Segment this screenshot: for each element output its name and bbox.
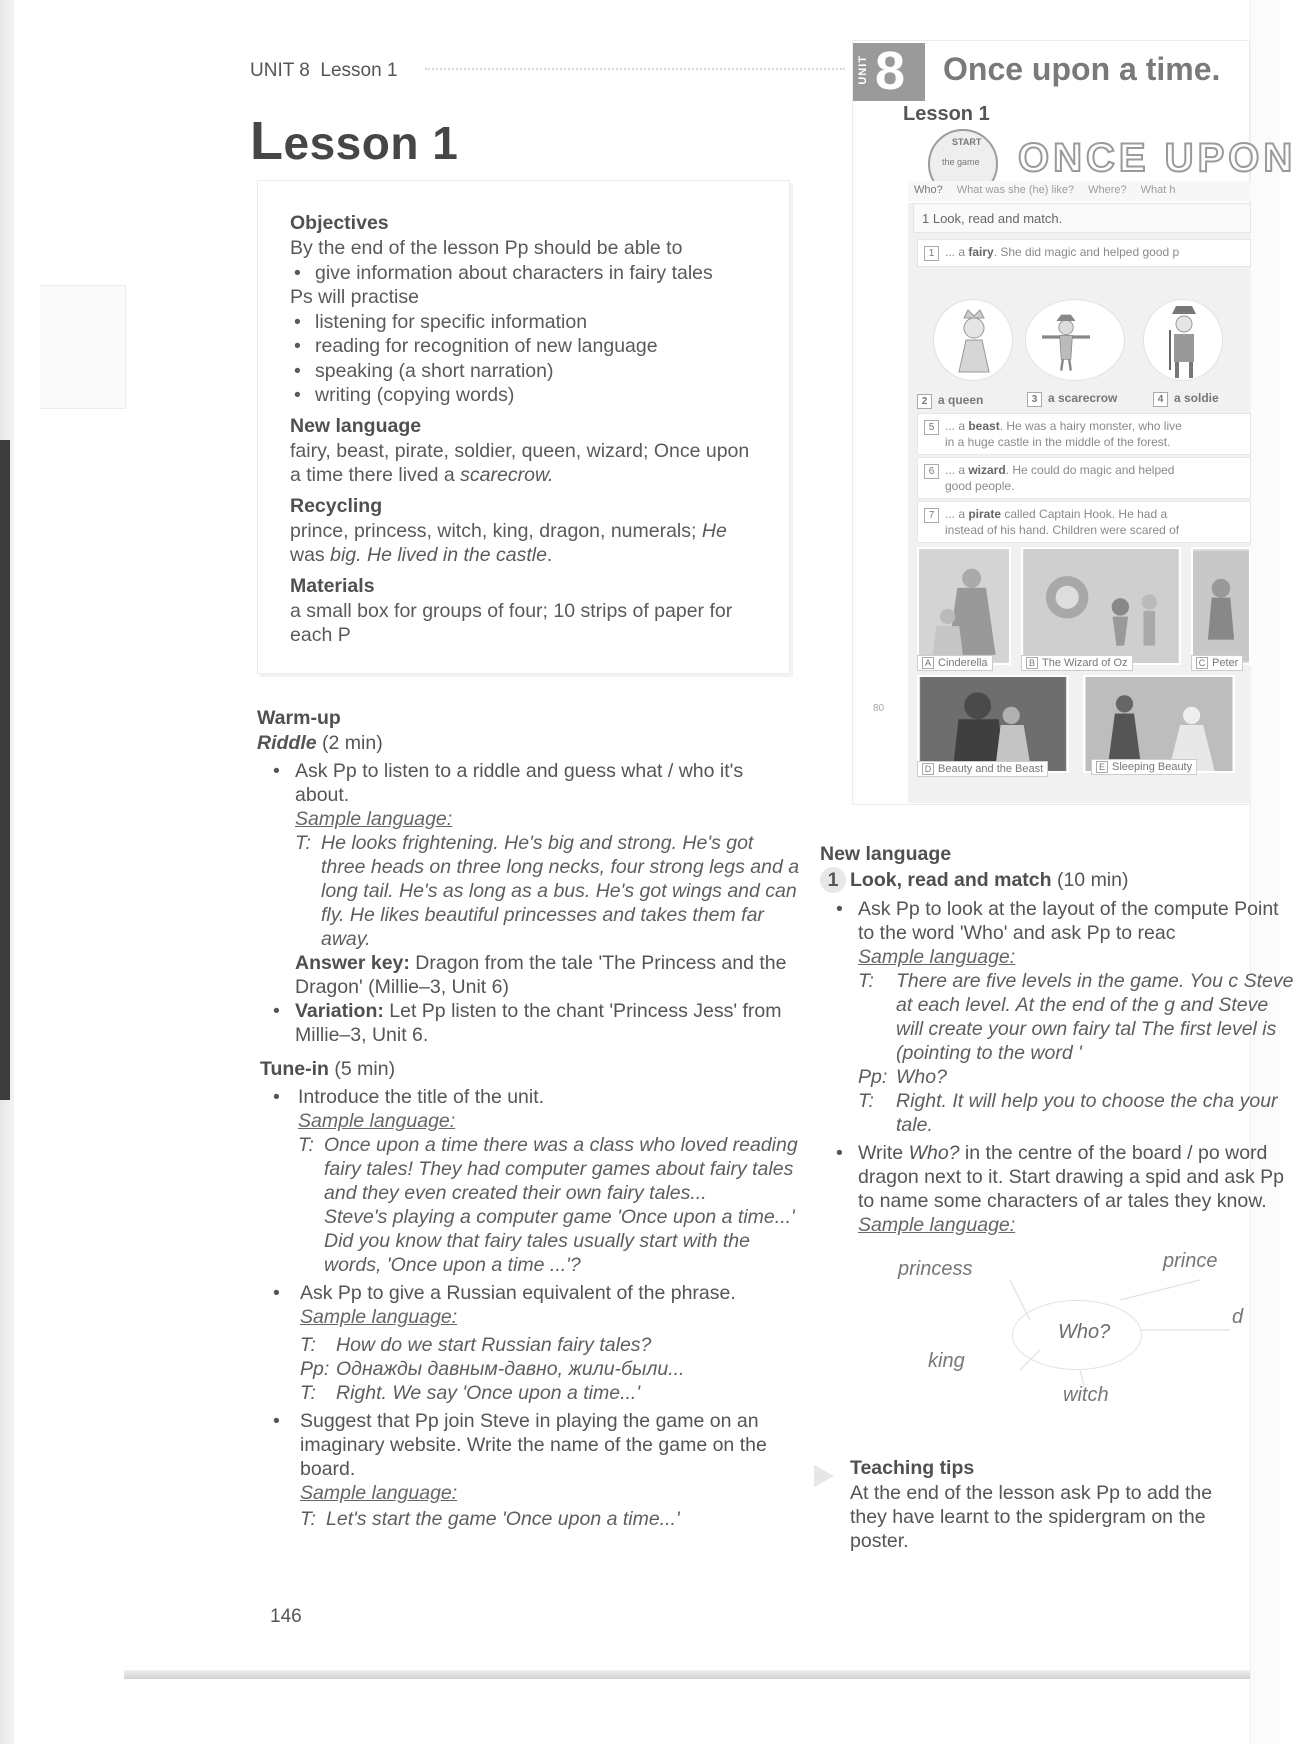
practise-bullet: • listening for specific information [290, 310, 757, 335]
page-number: 146 [270, 1606, 302, 1627]
item-number: 3 [1027, 392, 1042, 407]
recycling-heading: Recycling [290, 494, 383, 517]
wizard-of-oz-picture [1021, 547, 1181, 665]
variation-text: Let Pp listen to the chant 'Princess Jess' from Millie–3, Unit 6. [295, 1000, 782, 1046]
tunein-heading-line [257, 1057, 802, 1081]
choice-text: a scarecrow [1048, 391, 1118, 405]
sample-language-label: Sample language: [858, 946, 1016, 968]
exercise-title: Look, read and match [850, 869, 1052, 891]
the-game-label: the game [942, 157, 980, 167]
recycling-italic: He lived [361, 544, 438, 566]
tips-arrow-icon [814, 1465, 834, 1487]
speaker-text: Let's start the game 'Once upon a time...' [326, 1508, 680, 1530]
coursebook-page [852, 40, 1297, 805]
scarecrow-illustration [1025, 299, 1125, 381]
practise-bullet: • speaking (a short narration) [290, 359, 757, 384]
teaching-tips [850, 1456, 1250, 1553]
practise-intro: Ps will practise [290, 286, 419, 308]
match-row [917, 413, 1251, 455]
spidergram-word: princess [898, 1258, 973, 1280]
level-tab: What was she (he) like? [956, 184, 1075, 196]
queen-illustration [933, 299, 1013, 381]
unit-badge [853, 43, 925, 101]
speaker-text: There are five levels in the game. You c Steve at each level. At the end of the g and Steve will create your own fairy tal The first level is (pointing to the word ' [896, 970, 1294, 1064]
unit-number: 8 [875, 41, 906, 101]
row-text: good people. [945, 479, 1015, 493]
exercise-time: (10 min) [1051, 869, 1129, 891]
recycling-italic: He [701, 519, 727, 542]
exercise-heading: 1 Look, read and match. [913, 203, 1251, 233]
dialogue-line [257, 1357, 802, 1381]
choice-label [1153, 391, 1219, 407]
unit-title: Once upon a time. [943, 51, 1221, 87]
spidergram-word: prince [1163, 1250, 1218, 1272]
objectives-intro: By the end of the lesson Pp should be able to [290, 237, 683, 259]
new-language-text [290, 439, 757, 488]
caption-text: The Wizard of Oz [1042, 657, 1128, 669]
row-text: ... a [945, 463, 969, 477]
row-keyword: pirate [968, 507, 1002, 521]
choice-label [917, 393, 983, 409]
dialogue-line [257, 1333, 802, 1357]
match-row [917, 239, 1251, 267]
bullet-text: Write [858, 1142, 909, 1164]
coursebook-page-number: 80 [873, 703, 885, 714]
new-language-section-heading: New language [820, 843, 952, 865]
speaker-text: Once upon a time there was a class who loved reading fairy tales! They had computer games about fairy tales and they even created their own fairy tales... [324, 1134, 798, 1204]
new-language-words: fairy, beast, pirate, soldier, queen, wizard; Once upon a time there lived a [290, 439, 750, 486]
sample-language-label: Sample language: [300, 1306, 458, 1328]
warmup-section [257, 706, 802, 1531]
objectives-heading: Objectives [290, 212, 389, 234]
speaker-text: He looks frightening. He's big and strong. He's got three heads on three long necks, four strong legs and a long tail. He's as long as a bus. He's got wings and can fly. He likes beautiful princesses and takes them far away. [321, 832, 800, 950]
dialogue-line [820, 969, 1300, 1065]
speaker-text: Right. We say 'Once upon a time...' [336, 1382, 641, 1404]
dialogue-line [257, 1381, 802, 1405]
speaker-text: Steve's playing a computer game 'Once upon a time...' Did you know that fairy tales usually start with the words, 'Once upon a time ...'? [324, 1206, 795, 1276]
speaker-label: T: [300, 1334, 316, 1356]
item-number: 4 [1153, 392, 1168, 407]
new-language-bullet: • Ask Pp to look at the layout of the compute Point to the word 'Who' and ask Pp to reac [820, 897, 1300, 945]
teacher-line [257, 831, 802, 951]
practise-bullet: • writing (copying words) [290, 383, 757, 408]
choice-text: a queen [938, 393, 984, 407]
lesson-title [250, 110, 458, 172]
row-text: ... a [945, 245, 969, 259]
objectives-bullet: • give information about characters in fairy tales [290, 261, 757, 286]
speaker-label: T: [298, 1134, 314, 1156]
start-label: START [952, 137, 982, 147]
row-text: ... a [945, 419, 969, 433]
row-text: . She did magic and helped good p [993, 245, 1180, 259]
choice-label [1027, 391, 1117, 407]
caption-letter: E [1096, 761, 1108, 773]
speaker-label: T: [858, 1090, 874, 1112]
teacher-line-continued [257, 1205, 802, 1277]
header-dotted-rule [425, 68, 845, 70]
scan-page-tab [40, 285, 126, 409]
item-number: 7 [924, 508, 939, 523]
level-tab: Who? [914, 184, 943, 196]
row-keyword: fairy [968, 245, 994, 259]
picture-caption [1091, 759, 1197, 775]
row-text: ... a [945, 507, 969, 521]
exercise-number: 1 [820, 867, 846, 893]
scan-right-edge [1250, 0, 1280, 1744]
bullet-italic: Who? [908, 1142, 960, 1164]
caption-text: Cinderella [938, 657, 988, 669]
item-number: 5 [924, 420, 939, 435]
tunein-bullet: • Ask Pp to give a Russian equivalent of the phrase. [257, 1281, 802, 1305]
materials-heading: Materials [290, 574, 375, 597]
scan-binding-shadow [0, 440, 10, 1100]
variation-label: Variation: [295, 1000, 384, 1022]
game-title: ONCE UPON [1018, 136, 1297, 180]
caption-text: Sleeping Beauty [1112, 761, 1193, 773]
row-text: called Captain Hook. He had a [1001, 507, 1168, 521]
variation-bullet [257, 999, 802, 1047]
sample-language-label: Sample language: [858, 1214, 1016, 1236]
speaker-label: T: [295, 832, 311, 854]
new-language-heading: New language [290, 414, 422, 437]
beauty-and-beast-picture [917, 675, 1069, 773]
new-language-italic: scarecrow. [460, 464, 554, 486]
teaching-tips-heading: Teaching tips [850, 1457, 975, 1479]
level-tab: What h [1140, 184, 1176, 196]
tunein-time: (5 min) [328, 1058, 396, 1080]
dialogue-line [820, 1089, 1300, 1137]
riddle-label: Riddle [257, 732, 317, 754]
caption-text: Peter [1212, 657, 1239, 669]
item-number: 6 [924, 464, 939, 479]
caption-letter: C [1196, 657, 1208, 669]
objectives-box [257, 180, 790, 674]
recycling-words: was [290, 544, 331, 566]
caption-text: Beauty and the Beast [938, 763, 1044, 775]
materials-text: a small box for groups of four; 10 strips of paper for each P [290, 599, 733, 646]
speaker-label: T: [300, 1382, 316, 1404]
recycling-words: . [546, 544, 553, 566]
row-text: . He was a hairy monster, who live [999, 419, 1182, 433]
recycling-italic: big. [330, 544, 362, 566]
coursebook-lesson: Lesson 1 [903, 103, 990, 125]
lesson-title-initial: L [250, 111, 284, 171]
tunein-bullet: • Introduce the title of the unit. [257, 1085, 802, 1109]
choice-text: a soldie [1174, 391, 1219, 405]
speaker-text: Who? [896, 1066, 947, 1088]
warmup-heading: Warm-up [257, 707, 341, 729]
row-keyword: wizard [968, 463, 1006, 477]
picture-caption [917, 655, 993, 671]
teacher-line [257, 1133, 802, 1205]
spidergram-word: d [1232, 1306, 1244, 1328]
answer-key-text: Dragon from the tale 'The Princess and the Dragon' (Millie–3, Unit 6) [295, 952, 787, 998]
picture-caption [1021, 655, 1133, 671]
riddle-time: (2 min) [316, 732, 383, 754]
row-text: . He could do magic and helped [1005, 463, 1175, 477]
speaker-spacer [298, 1205, 324, 1277]
sample-language-label: Sample language: [295, 808, 453, 830]
lesson-title-rest: esson 1 [283, 117, 459, 169]
new-language-bullet [820, 1141, 1300, 1213]
tunein-bullet: • Suggest that Pp join Steve in playing the game on an imaginary website. Write the name of the game on the board. [257, 1409, 802, 1481]
caption-letter: D [922, 763, 934, 775]
dialogue-line [257, 1507, 802, 1531]
bullet-text: in the centre of the board / po word dragon next to it. Start drawing a spid and ask Pp to name some characters of ar tales they know. [858, 1142, 1285, 1212]
unit-word: UNIT [857, 55, 869, 85]
dialogue-line [820, 1065, 1300, 1089]
row-keyword: beast [968, 419, 1000, 433]
picture-caption [917, 761, 1048, 777]
speaker-text: How do we start Russian fairy tales? [336, 1334, 652, 1356]
new-language-section [820, 842, 1294, 1237]
recycling-words: prince, princess, witch, king, dragon, numerals; [290, 519, 702, 542]
scan-bottom-edge [124, 1670, 1250, 1679]
sample-language-label: Sample language: [300, 1482, 458, 1504]
item-number: 1 [924, 246, 939, 261]
practise-bullet: • reading for recognition of new language [290, 334, 757, 359]
spidergram-word: witch [1063, 1384, 1109, 1406]
header-lesson: Lesson 1 [320, 60, 398, 81]
sample-language-label: Sample language: [298, 1110, 456, 1132]
speaker-label: Pp: [300, 1358, 330, 1380]
recycling-italic: in the castle [437, 544, 547, 566]
peter-pan-picture [1191, 547, 1251, 665]
spidergram-center: Who? [1058, 1321, 1111, 1343]
caption-letter: B [1026, 657, 1038, 669]
teaching-tips-text: At the end of the lesson ask Pp to add the they have learnt to the spidergram on the poster. [850, 1482, 1213, 1552]
match-row [917, 457, 1251, 499]
match-row [917, 501, 1251, 543]
spidergram-word: king [928, 1350, 965, 1372]
warmup-bullet: • Ask Pp to listen to a riddle and guess what / who it's about. [257, 759, 802, 807]
speaker-text: Однажды давным-давно, жили-были... [336, 1358, 685, 1380]
exercise-title-line [820, 867, 1250, 893]
game-levels-bar [908, 181, 1251, 201]
speaker-label: T: [858, 970, 874, 992]
tunein-heading: Tune-in [260, 1058, 329, 1080]
header-unit: UNIT 8 [250, 60, 310, 81]
answer-key-label: Answer key: [295, 952, 410, 974]
answer-key [257, 951, 802, 999]
row-text: in a huge castle in the middle of the forest. [945, 435, 1171, 449]
row-text: instead of his hand. Children were scared of [945, 523, 1180, 537]
cinderella-picture [917, 547, 1011, 665]
speaker-label: Pp: [858, 1066, 888, 1088]
recycling-text [290, 519, 757, 568]
item-number: 2 [917, 394, 932, 409]
soldier-illustration [1143, 299, 1223, 381]
running-header [250, 60, 398, 82]
caption-letter: A [922, 657, 934, 669]
picture-caption [1191, 655, 1243, 671]
speaker-label: T: [300, 1508, 316, 1530]
riddle-line [257, 731, 802, 755]
level-tab: Where? [1088, 184, 1127, 196]
speaker-text: Right. It will help you to choose the cha your tale. [896, 1090, 1278, 1136]
